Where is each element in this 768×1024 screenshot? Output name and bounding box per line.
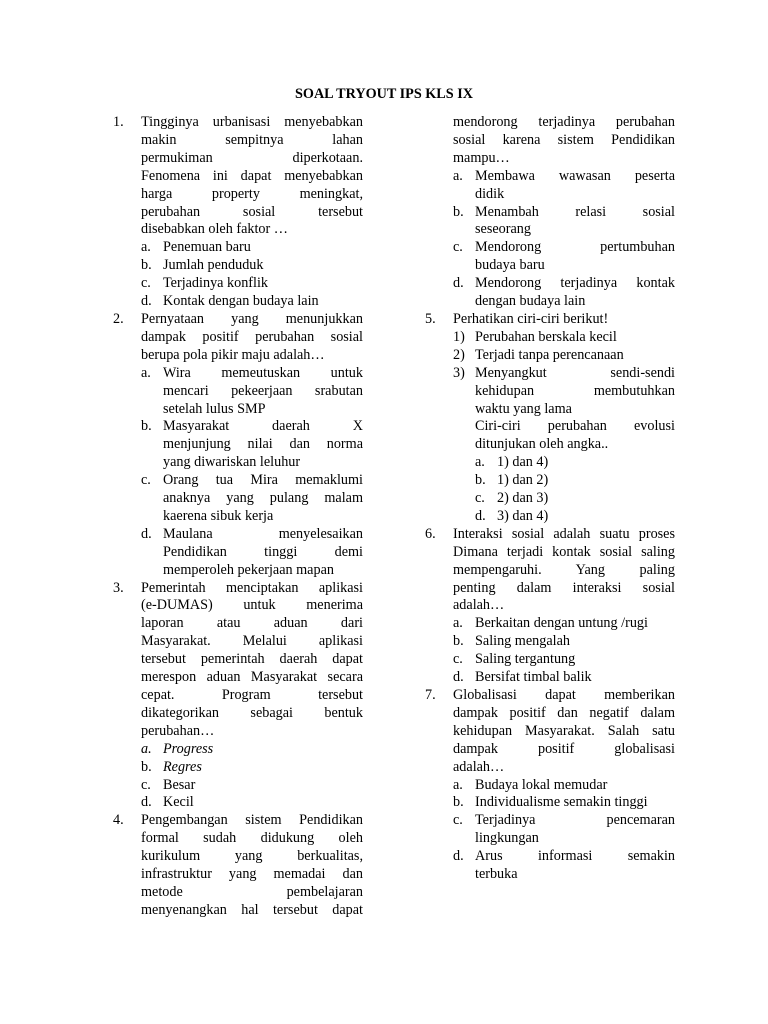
option-text-line: Arus informasi semakin	[475, 848, 675, 865]
option-text: Kecil	[163, 794, 194, 811]
question-number: 5.	[425, 310, 436, 327]
right-column	[425, 114, 675, 884]
item-number: 1)	[453, 328, 465, 345]
question-text-line: Tingginya urbanisasi menyebabkan	[141, 114, 363, 130]
question-4-continued	[425, 114, 675, 311]
option-text-line: Menambah relasi sosial	[475, 203, 675, 220]
question-1	[113, 114, 363, 311]
option-text-line: Maulana menyelesaikan	[163, 525, 363, 542]
question-text-line: laporan atau aduan dari	[141, 615, 363, 632]
option-text-line: memperoleh pekerjaan mapan	[163, 561, 334, 578]
question-text-line: (e-DUMAS) untuk menerima	[141, 597, 363, 614]
option-text: Budaya lokal memudar	[475, 776, 608, 793]
answer-option	[141, 418, 363, 472]
question-text-line: Fenomena ini dapat menyebabkan	[141, 167, 363, 184]
option-letter: c.	[141, 472, 151, 489]
answer-option	[475, 472, 675, 490]
option-text-line: anaknya yang pulang malam	[163, 490, 363, 507]
option-letter: a.	[141, 239, 151, 256]
question-text-line: mendorong terjadinya perubahan	[453, 114, 675, 130]
answer-option	[453, 275, 675, 311]
question-number: 1.	[113, 114, 124, 130]
question-number: 7.	[425, 687, 436, 703]
answer-option	[141, 472, 363, 526]
option-text: Kontak dengan budaya lain	[163, 293, 319, 310]
option-letter: c.	[141, 275, 151, 292]
option-text-line: dengan budaya lain	[475, 293, 586, 310]
question-body	[141, 114, 363, 311]
question-text-line: mampu…	[453, 149, 510, 166]
question-text-line: Perhatikan ciri-ciri berikut!	[453, 310, 609, 327]
option-letter: c.	[453, 239, 463, 256]
option-text-line: Masyarakat daerah X	[163, 418, 363, 435]
question-body	[141, 812, 363, 919]
question-number: 2.	[113, 310, 124, 327]
option-letter: a.	[453, 615, 463, 632]
option-letter: b.	[453, 203, 464, 220]
option-letter: d.	[453, 669, 464, 686]
option-text: Regres	[163, 758, 202, 775]
question-body	[453, 526, 675, 687]
question-4	[113, 812, 363, 919]
question-text-line: Masyarakat. Melalui aplikasi	[141, 633, 363, 650]
option-text: Jumlah penduduk	[163, 257, 264, 274]
item-number: 3)	[453, 364, 465, 381]
numbered-item	[453, 365, 675, 419]
question-text-line: formal sudah didukung oleh	[141, 830, 363, 847]
option-text: Terjadinya konflik	[163, 275, 268, 292]
option-letter: b.	[141, 758, 152, 775]
question-text-line: disebabkan oleh faktor …	[141, 221, 288, 238]
answer-option	[453, 168, 675, 204]
option-text: Saling mengalah	[475, 633, 570, 650]
question-text-line: berupa pola pikir maju adalah…	[141, 346, 325, 363]
option-text: 3) dan 4)	[497, 507, 549, 524]
question-5	[425, 311, 675, 526]
answer-option	[453, 777, 675, 795]
option-text-line: seseorang	[475, 221, 531, 238]
answer-option	[453, 239, 675, 275]
option-text-line: menjunjung nilai dan norma	[163, 436, 363, 453]
answer-option	[141, 794, 363, 812]
option-text-line: lingkungan	[475, 830, 539, 847]
answer-option	[453, 615, 675, 633]
option-text-line: terbuka	[475, 866, 518, 883]
question-number: 3.	[113, 579, 124, 596]
question-text-line: sosial karena sistem Pendidikan	[453, 131, 675, 148]
question-text-line: Pernyataan yang menunjukkan	[141, 310, 363, 327]
item-text: Perubahan berskala kecil	[475, 328, 617, 345]
answer-option	[453, 848, 675, 884]
question-text-line: Interaksi sosial adalah suatu proses	[453, 525, 675, 542]
question-text-line: menyenangkan hal tersebut dapat	[141, 901, 363, 918]
option-letter: d.	[475, 507, 486, 524]
option-text: Saling tergantung	[475, 651, 576, 668]
question-2	[113, 311, 363, 580]
option-text: Besar	[163, 776, 196, 793]
option-text-line: budaya baru	[475, 257, 545, 274]
option-letter: d.	[141, 293, 152, 310]
option-text: 2) dan 3)	[497, 490, 549, 507]
answer-option	[141, 777, 363, 795]
question-text-line: perubahan sosial tersebut	[141, 203, 363, 220]
item-text-line: Menyangkut sendi-sendi	[475, 364, 675, 381]
answer-option	[141, 275, 363, 293]
option-text: 1) dan 4)	[497, 454, 549, 471]
option-text-line: Wira memeutuskan untuk	[163, 364, 363, 381]
question-body	[453, 687, 675, 884]
option-text-line: Mendorong terjadinya kontak	[475, 275, 675, 292]
answer-option	[475, 508, 675, 526]
option-letter: c.	[453, 651, 463, 668]
question-text-line: metode pembelajaran	[141, 883, 363, 900]
question-text-line: perubahan…	[141, 722, 215, 739]
option-text: Bersifat timbal balik	[475, 669, 592, 686]
item-text-line: waktu yang lama	[475, 400, 572, 417]
question-body	[141, 311, 363, 580]
option-letter: a.	[453, 776, 463, 793]
question-6	[425, 526, 675, 687]
question-text-line: adalah…	[453, 758, 505, 775]
option-letter: b.	[141, 418, 152, 435]
page-title: SOAL TRYOUT IPS KLS IX	[295, 86, 473, 102]
question-text-line: merespon aduan Masyarakat secara	[141, 669, 363, 686]
option-text-line: kaerena sibuk kerja	[163, 507, 274, 524]
question-text-line: tersebut pemerintah daerah dapat	[141, 651, 363, 668]
answer-option	[475, 490, 675, 508]
option-text-line: Membawa wawasan peserta	[475, 167, 675, 184]
option-letter: c.	[453, 812, 463, 829]
question-number: 4.	[113, 812, 124, 829]
numbered-item	[453, 329, 675, 347]
option-letter: b.	[475, 472, 486, 489]
option-text-line: Pendidikan tinggi demi	[163, 543, 363, 560]
answer-option	[475, 454, 675, 472]
option-text: Individualisme semakin tinggi	[475, 794, 648, 811]
question-text-line: harga property meningkat,	[141, 185, 363, 202]
option-text-line: mencari pekeerjaan srabutan	[163, 382, 363, 399]
question-text-line: makin sempitnya lahan	[141, 131, 363, 148]
option-letter: a.	[141, 740, 152, 757]
question-text-line: cepat. Program tersebut	[141, 687, 363, 703]
option-letter: c.	[475, 490, 485, 507]
question-text-line: kurikulum yang berkualitas,	[141, 848, 363, 865]
answer-option	[141, 759, 363, 777]
option-text: Penemuan baru	[163, 239, 251, 256]
option-text: 1) dan 2)	[497, 472, 549, 489]
option-text-line: didik	[475, 185, 505, 202]
question-text-line: adalah…	[453, 597, 505, 614]
answer-option	[453, 651, 675, 669]
item-text-line: kehidupan membutuhkan	[475, 382, 675, 399]
option-letter: a.	[141, 364, 151, 381]
option-letter: c.	[141, 776, 151, 793]
question-body	[453, 311, 675, 526]
answer-option	[141, 741, 363, 759]
question-text-line: mempengaruhi. Yang paling	[453, 561, 675, 578]
numbered-item	[453, 347, 675, 365]
answer-option	[453, 204, 675, 240]
option-letter: d.	[141, 525, 152, 542]
option-letter: d.	[141, 794, 152, 811]
option-letter: a.	[453, 167, 463, 184]
option-letter: d.	[453, 275, 464, 292]
question-text-line: Globalisasi dapat memberikan	[453, 687, 675, 703]
option-text-line: Terjadinya pencemaran	[475, 812, 675, 829]
answer-option	[453, 633, 675, 651]
question-7	[425, 687, 675, 884]
question-text-line: dampak positif globalisasi	[453, 740, 675, 757]
answer-option	[141, 239, 363, 257]
question-text-line: dikategorikan sebagai bentuk	[141, 704, 363, 721]
item-number: 2)	[453, 346, 465, 363]
left-column	[113, 114, 363, 920]
item-text: Terjadi tanpa perencanaan	[475, 346, 624, 363]
option-text: Berkaitan dengan untung /rugi	[475, 615, 648, 632]
question-prompt	[453, 418, 675, 525]
answer-option	[453, 812, 675, 848]
option-text: Progress	[163, 740, 214, 757]
question-number: 6.	[425, 525, 436, 542]
option-letter: b.	[453, 633, 464, 650]
answer-option	[141, 365, 363, 419]
answer-option	[453, 669, 675, 687]
option-text-line: setelah lulus SMP	[163, 400, 266, 417]
option-text-line: yang diwariskan leluhur	[163, 454, 301, 471]
question-text-line: infrastruktur yang memadai dan	[141, 866, 363, 883]
option-letter: a.	[475, 454, 485, 471]
question-text-line: Pengembangan sistem Pendidikan	[141, 812, 363, 829]
option-letter: d.	[453, 848, 464, 865]
option-text-line: Mendorong pertumbuhan	[475, 239, 675, 256]
question-text-line: Pemerintah menciptakan aplikasi	[141, 579, 363, 596]
question-text-line: kehidupan Masyarakat. Salah satu	[453, 722, 675, 739]
question-text-line: Ciri-ciri perubahan evolusi	[475, 418, 675, 435]
question-text-line: dampak positif perubahan sosial	[141, 328, 363, 345]
question-text-line: permukiman diperkotaan.	[141, 149, 363, 166]
answer-option	[141, 257, 363, 275]
question-text-line: ditunjukan oleh angka..	[475, 436, 609, 453]
question-body	[141, 580, 363, 813]
option-text-line: Orang tua Mira memaklumi	[163, 472, 363, 489]
option-letter: b.	[141, 257, 152, 274]
answer-option	[141, 293, 363, 311]
question-3	[113, 580, 363, 813]
question-text-line: Dimana terjadi kontak sosial saling	[453, 543, 675, 560]
answer-option	[453, 794, 675, 812]
answer-option	[141, 526, 363, 580]
option-letter: b.	[453, 794, 464, 811]
question-text-line: penting dalam interaksi sosial	[453, 579, 675, 596]
question-text-line: dampak positif dan negatif dalam	[453, 704, 675, 721]
